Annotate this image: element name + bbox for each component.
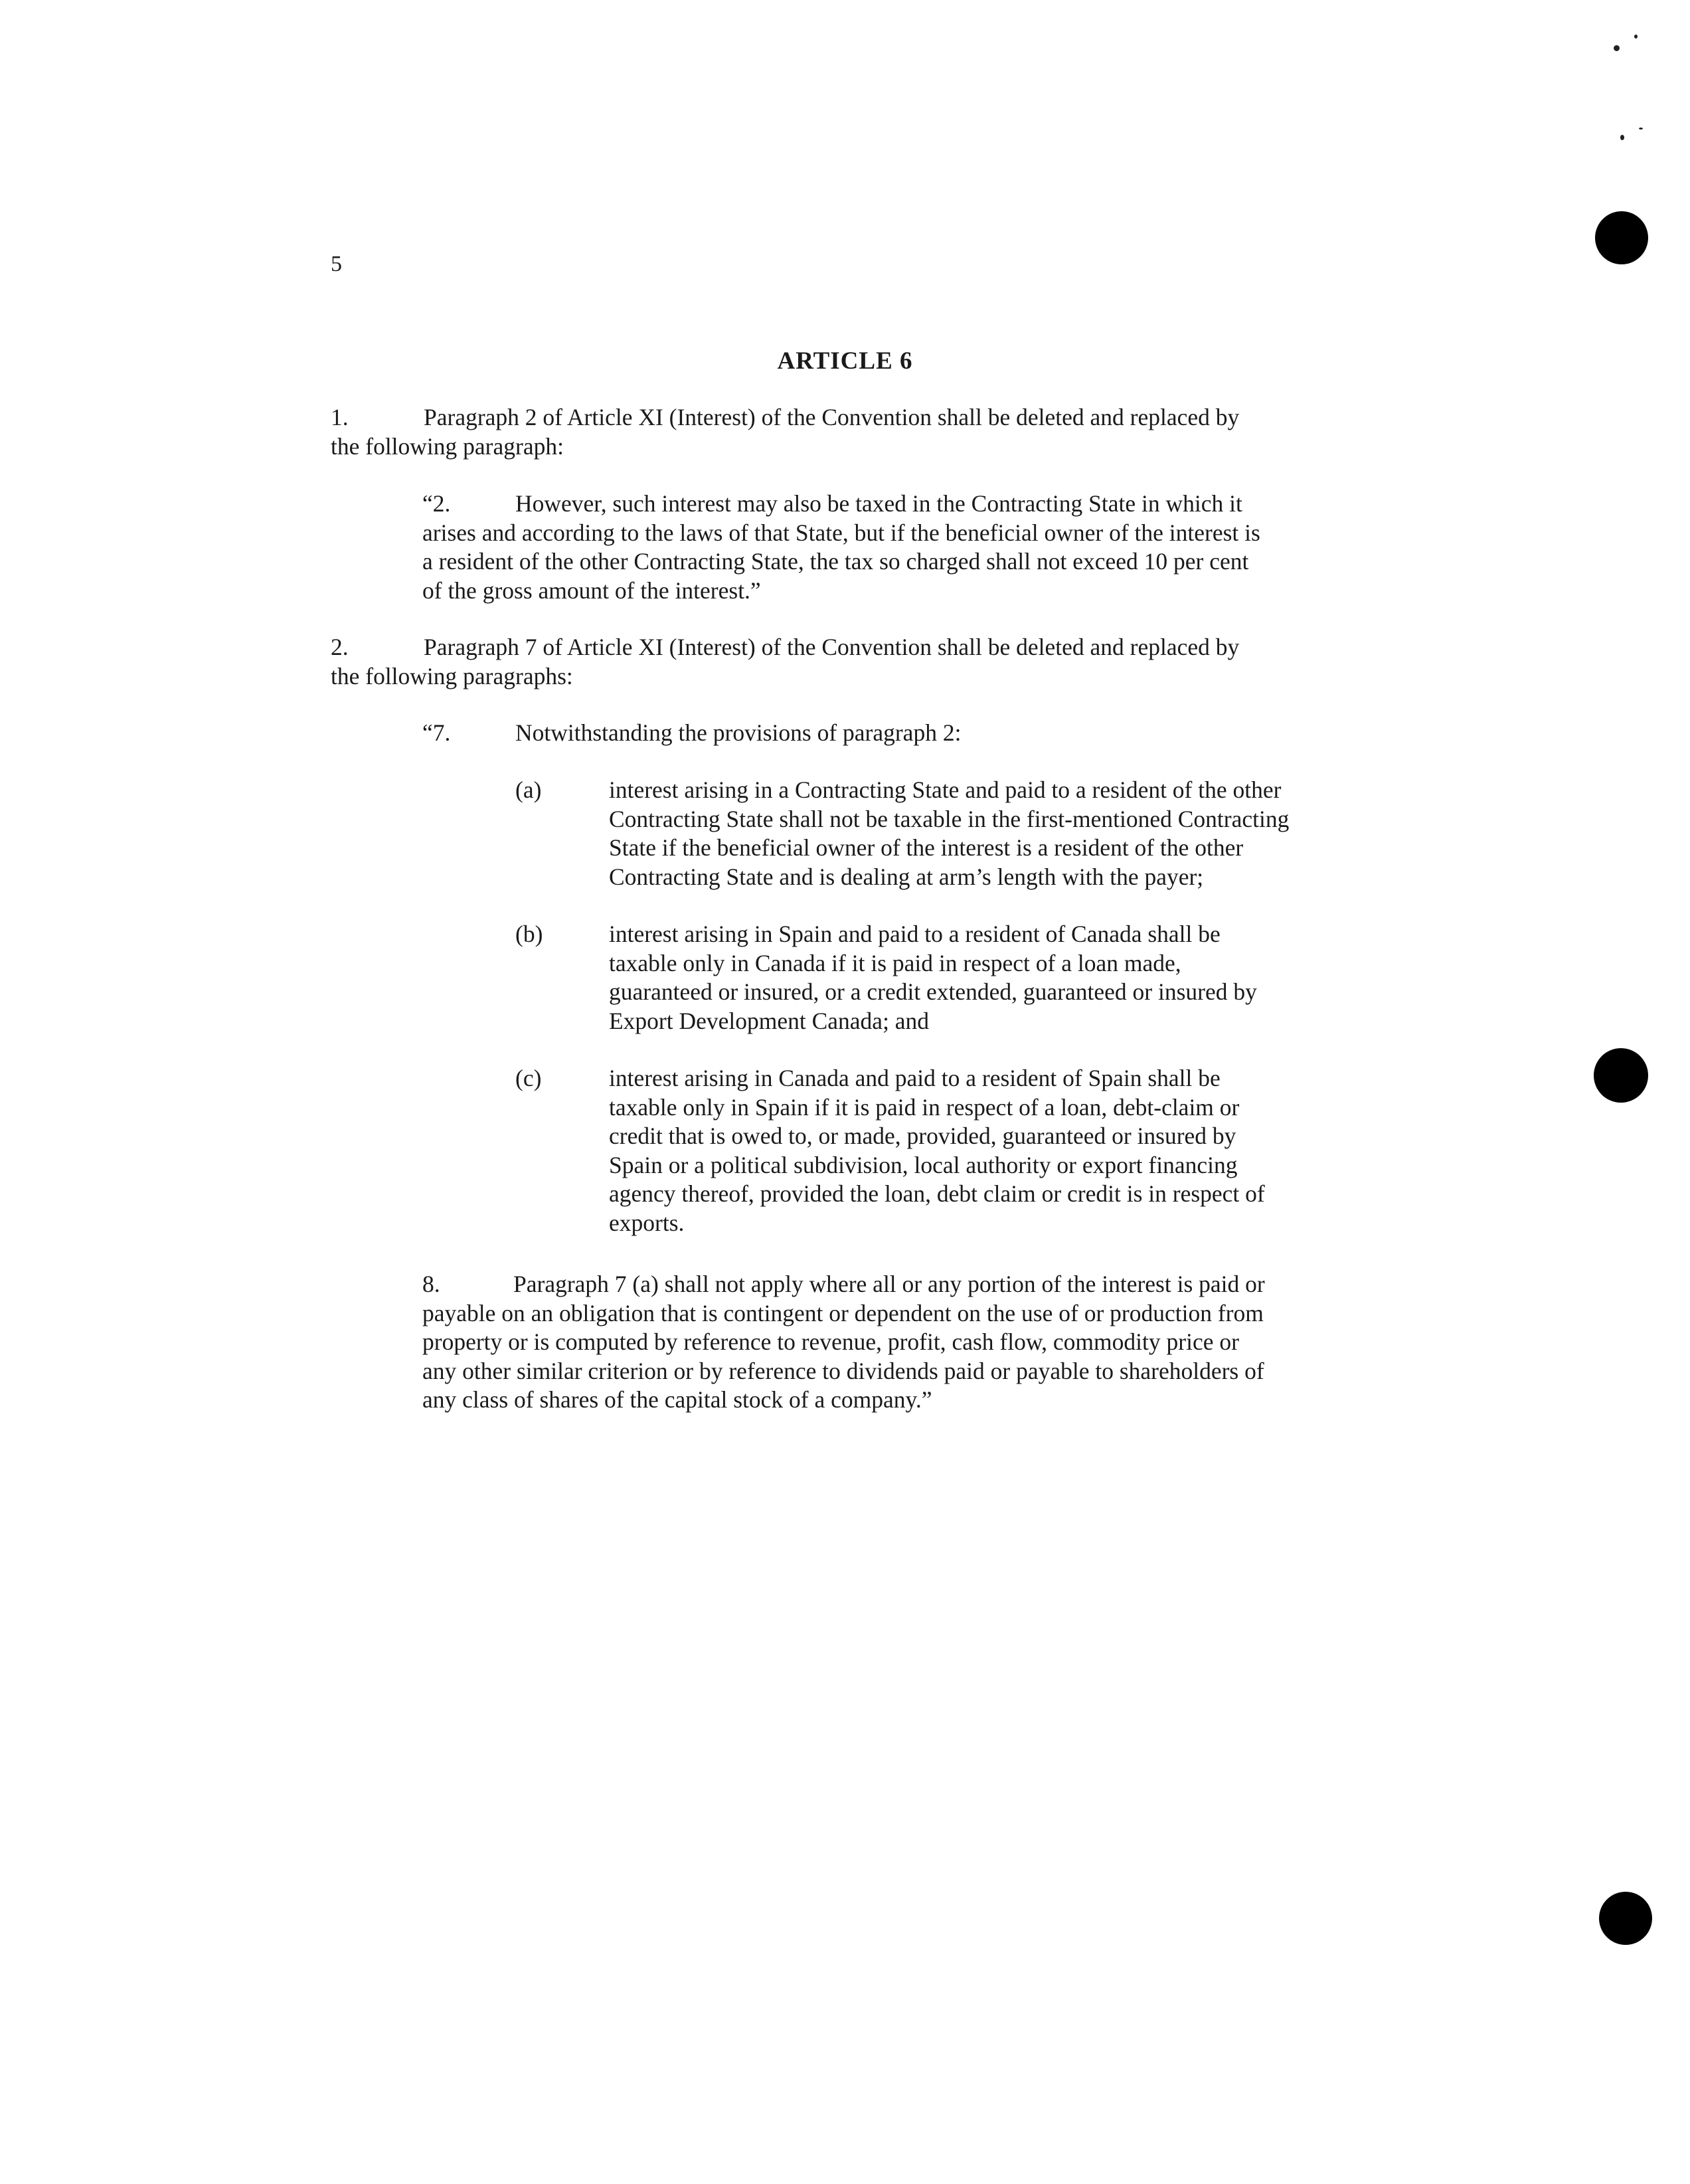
paragraph-1-line: the following paragraph: <box>331 432 564 460</box>
paragraph-2-line: the following paragraphs: <box>331 662 573 689</box>
item-c-label: (c) <box>515 1065 542 1091</box>
item-a <box>609 776 1289 891</box>
article-heading: ARTICLE 6 <box>777 347 913 375</box>
item-a-line: State if the beneficial owner of the interest is a resident of the other <box>609 834 1244 861</box>
quote-8 <box>422 1270 1265 1415</box>
item-b-line: Export Development Canada; and <box>609 1007 930 1034</box>
quote-2-line: arises and according to the laws of that State, but if the beneficial owner of the interest is <box>422 519 1260 546</box>
item-a-label: (a) <box>515 776 542 803</box>
paragraph-2 <box>331 633 1239 691</box>
quote-2-line: a resident of the other Contracting State, the tax so charged shall not exceed 10 per cent <box>422 548 1249 575</box>
paragraph-2-line: Paragraph 7 of Article XI (Interest) of the Convention shall be deleted and replaced by <box>424 634 1240 660</box>
item-c-line: credit that is owed to, or made, provided, guaranteed or insured by <box>609 1123 1236 1149</box>
paragraph-1-line: Paragraph 2 of Article XI (Interest) of the Convention shall be deleted and replaced by <box>424 404 1240 430</box>
item-c-line: Spain or a political subdivision, local authority or export financing <box>609 1151 1238 1178</box>
item-c-line: agency thereof, provided the loan, debt claim or credit is in respect of <box>609 1180 1265 1207</box>
item-a-line: interest arising in a Contracting State and paid to a resident of the other <box>609 776 1282 803</box>
item-c-line: taxable only in Spain if it is paid in respect of a loan, debt-claim or <box>609 1093 1240 1121</box>
item-b-line: guaranteed or insured, or a credit extended, guaranteed or insured by <box>609 978 1257 1005</box>
quote-7-number: “7. <box>422 719 451 746</box>
scan-speck <box>1620 135 1624 140</box>
item-c-line: exports. <box>609 1209 685 1236</box>
quote-2-line: However, such interest may also be taxed in the Contracting State in which it <box>515 490 1242 517</box>
quote-8-line: property or is computed by reference to revenue, profit, cash flow, commodity price or <box>422 1328 1239 1355</box>
scan-speck <box>1639 128 1643 130</box>
item-b <box>609 920 1257 1036</box>
quote-2-number: “2. <box>422 490 451 517</box>
item-b-line: taxable only in Canada if it is paid in respect of a loan made, <box>609 949 1181 976</box>
paragraph-2-number: 2. <box>331 634 349 660</box>
paragraph-1-number: 1. <box>331 404 349 430</box>
punch-hole-top <box>1595 211 1648 264</box>
quote-8-number: 8. <box>422 1271 440 1297</box>
item-a-line: Contracting State shall not be taxable in the first-mentioned Contracting <box>609 805 1290 832</box>
paragraph-1 <box>331 403 1239 461</box>
item-a-line: Contracting State and is dealing at arm’s length with the payer; <box>609 863 1204 890</box>
quote-2 <box>422 490 1260 605</box>
page-number: 5 <box>331 252 342 276</box>
quote-8-line: Paragraph 7 (a) shall not apply where all or any portion of the interest is paid or <box>513 1271 1265 1297</box>
punch-hole-bottom <box>1599 1892 1652 1945</box>
scan-speck <box>1614 45 1620 51</box>
quote-8-line: any class of shares of the capital stock of a company.” <box>422 1386 932 1413</box>
item-b-line: interest arising in Spain and paid to a resident of Canada shall be <box>609 921 1221 947</box>
item-b-label: (b) <box>515 921 543 947</box>
item-c <box>609 1064 1265 1237</box>
punch-hole-middle <box>1594 1048 1648 1103</box>
item-c-line: interest arising in Canada and paid to a resident of Spain shall be <box>609 1065 1221 1091</box>
quote-7-text: Notwithstanding the provisions of paragraph 2: <box>515 719 962 746</box>
quote-2-line: of the gross amount of the interest.” <box>422 577 761 604</box>
quote-8-line: any other similar criterion or by reference to dividends paid or payable to shareholders of <box>422 1357 1264 1384</box>
scan-speck <box>1634 35 1638 39</box>
quote-8-line: payable on an obligation that is contingent or dependent on the use of or production from <box>422 1299 1264 1326</box>
